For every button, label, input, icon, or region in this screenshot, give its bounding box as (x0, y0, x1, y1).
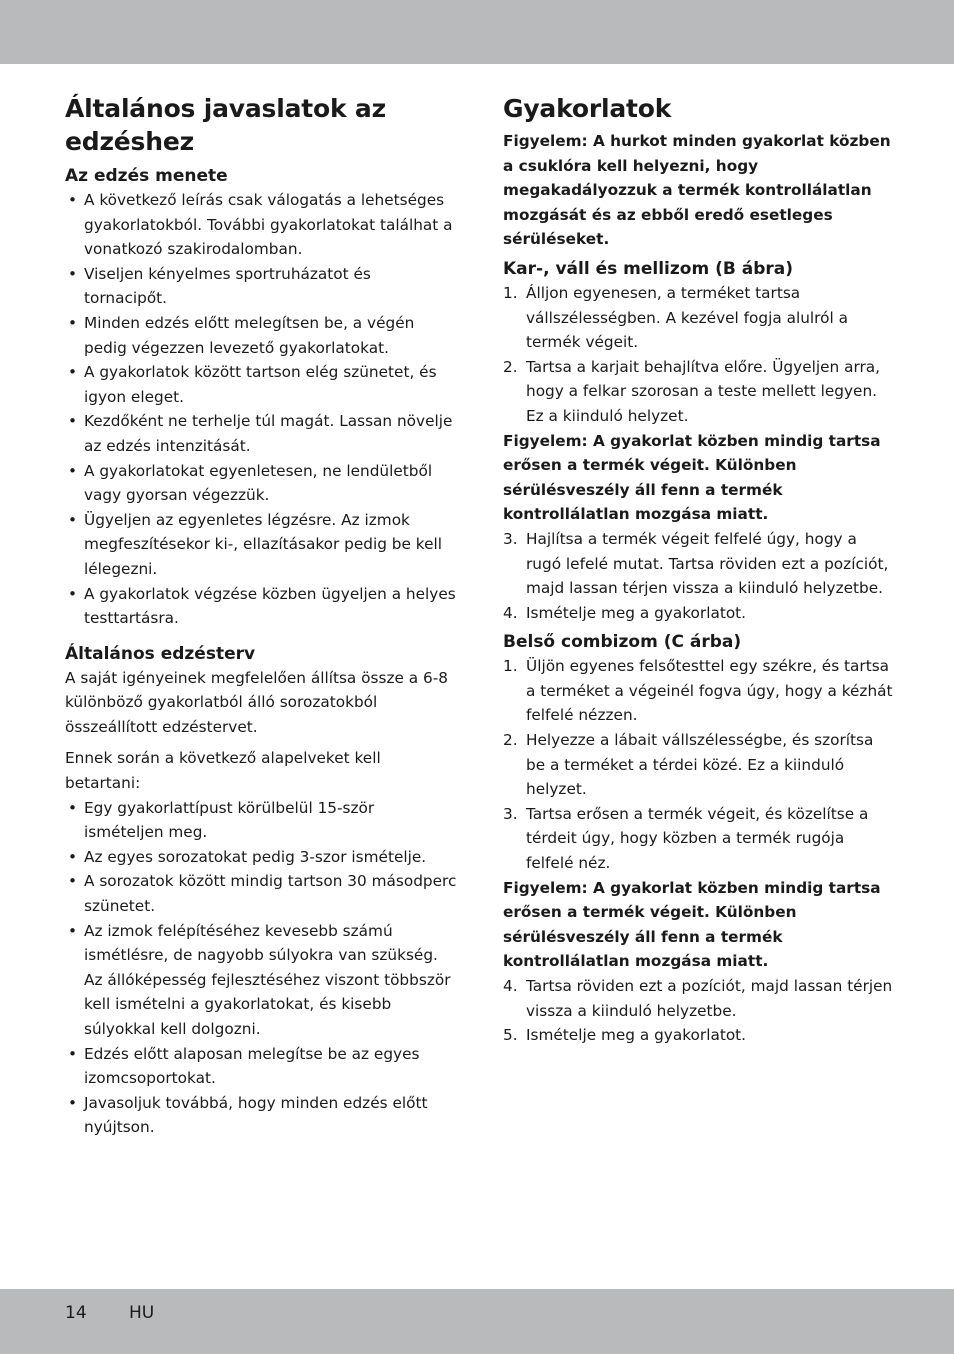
arm-shoulder-warning: Figyelem: A gyakorlat közben mindig tartsa erősen a termék végeit. Különben sérülésveszély áll fenn a termék kontrollálatlan mozgása miatt. (503, 431, 881, 524)
step-number: 3. (503, 529, 518, 548)
step-number: 3. (503, 804, 518, 823)
arm-shoulder-steps-2 (503, 527, 895, 625)
list-item (65, 919, 457, 1042)
bullet-icon: • (68, 264, 78, 283)
bullet-icon: • (68, 191, 78, 209)
step-number: 4. (503, 603, 518, 622)
step-number: 1. (503, 283, 518, 302)
training-plan-paragraph-1: A saját igényeinek megfelelően állítsa össze a 6-8 különböző gyakorlatból álló sorozatokból összeállított edzéstervet. (65, 668, 448, 736)
list-item-text: Tartsa erősen a termék végeit, és közelítse a térdeit úgy, hogy közben a termék rugója felfelé néz. (526, 804, 869, 873)
list-item-text: A gyakorlatok végzése közben ügyeljen a helyes testtartásra. (84, 584, 456, 628)
list-item-text: A gyakorlatok között tartson elég szünetet, és igyon eleget. (84, 363, 437, 406)
bullet-icon: • (68, 1044, 78, 1063)
bullet-icon: • (68, 412, 78, 431)
list-item-text: Javasoljuk továbbá, hogy minden edzés előtt nyújtson. (84, 1093, 428, 1137)
step-number: 2. (503, 357, 518, 376)
list-item (65, 845, 457, 870)
bullet-icon: • (68, 461, 78, 480)
list-item-text: A gyakorlatokat egyenletesen, ne lendületből vagy gyorsan végezzük. (84, 461, 433, 505)
section-heading-arm-shoulder: Kar-, váll és mellizom (B ábra) (503, 258, 793, 279)
list-item (65, 311, 457, 360)
page-number: 14 (65, 1303, 87, 1323)
list-item-text: A következő leírás csak válogatás a lehetséges gyakorlatokból. További gyakorlatokat találhat a vonatkozó szakirodalomban. (84, 191, 453, 259)
bullet-icon: • (68, 1093, 78, 1112)
list-item (65, 459, 457, 508)
list-item-text: Az egyes sorozatokat pedig 3-szor ismételje. (84, 847, 427, 866)
bullet-icon: • (68, 921, 78, 940)
inner-thigh-steps-1 (503, 654, 895, 875)
workout-flow-list (65, 188, 457, 631)
training-plan-paragraph-2: Ennek során a következő alapelveket kell betartani: (65, 749, 381, 793)
list-item (503, 1023, 895, 1048)
inner-thigh-steps-2 (503, 974, 895, 1048)
language-code: HU (129, 1303, 155, 1323)
bullet-icon: • (68, 313, 78, 332)
list-item-text: Ismételje meg a gyakorlatot. (526, 1026, 747, 1045)
bullet-icon: • (68, 872, 78, 891)
list-item (65, 1091, 457, 1140)
list-item-text: Viseljen kényelmes sportruházatot és tornacipőt. (84, 264, 371, 308)
list-item-text: Ügyeljen az egyenletes légzésre. Az izmok megfeszítésekor ki-, ellazításakor pedig be kell lélegezni. (84, 510, 442, 578)
list-item (503, 355, 895, 429)
list-item-text: Üljön egyenes felsőtesttel egy székre, és tartsa a terméket a végeinél fogva úgy, hogy a kézhát felfelé nézzen. (526, 657, 893, 725)
list-item (503, 527, 895, 601)
right-title: Gyakorlatok (503, 94, 672, 123)
list-item (503, 802, 895, 876)
list-item (65, 1042, 457, 1091)
list-item (65, 262, 457, 311)
list-item-text: Minden edzés előtt melegítsen be, a végén pedig végezzen levezető gyakorlatokat. (84, 313, 415, 357)
list-item (503, 728, 895, 802)
list-item (503, 654, 895, 728)
bullet-icon: • (68, 798, 78, 817)
list-item (503, 974, 895, 1023)
list-item (503, 601, 895, 626)
list-item (65, 188, 457, 262)
section-heading-workout-flow: Az edzés menete (65, 166, 228, 186)
list-item-text: Ismételje meg a gyakorlatot. (526, 603, 747, 622)
list-item (65, 409, 457, 458)
header-bar (0, 0, 954, 64)
list-item (65, 796, 457, 845)
bullet-icon: • (68, 510, 78, 529)
right-column (503, 92, 895, 1048)
list-item (503, 281, 895, 355)
step-number: 1. (503, 657, 518, 676)
list-item (65, 508, 457, 582)
list-item-text: Tartsa röviden ezt a pozíciót, majd lassan térjen vissza a kiinduló helyzetbe. (526, 977, 893, 1020)
list-item-text: Álljon egyenesen, a terméket tartsa vállszélességben. A kezével fogja alulról a termék végeit. (526, 283, 848, 352)
step-number: 5. (503, 1026, 518, 1045)
list-item-text: Az izmok felépítéséhez kevesebb számú ismétlésre, de nagyobb súlyokra van szükség. Az állóképesség fejlesztéséhez viszont többször kell ismételni a gyakorlatokat, és kisebb súlyokkal kell dolgozni. (84, 921, 451, 1038)
left-title: Általános javaslatok az edzéshez (65, 94, 386, 156)
step-number: 4. (503, 977, 518, 995)
list-item-text: Edzés előtt alaposan melegítse be az egyes izomcsoportokat. (84, 1044, 420, 1088)
section-heading-inner-thigh: Belső combizom (C árba) (503, 632, 742, 653)
list-item-text: Egy gyakorlattípust körülbelül 15-ször ismételjen meg. (84, 798, 375, 842)
bullet-icon: • (68, 847, 78, 866)
inner-thigh-warning: Figyelem: A gyakorlat közben mindig tartsa erősen a termék végeit. Különben sérülésveszély áll fenn a termék kontrollálatlan mozgása miatt. (503, 878, 881, 971)
list-item-text: A sorozatok között mindig tartson 30 másodperc szünetet. (84, 872, 457, 916)
arm-shoulder-steps-1 (503, 281, 895, 429)
bullet-icon: • (68, 584, 78, 603)
bullet-icon: • (68, 363, 78, 382)
list-item-text: Hajlítsa a termék végeit felfelé úgy, hogy a rugó lefelé mutat. Tartsa röviden ezt a pozíciót, majd lassan térjen vissza a kiinduló helyzetbe. (526, 529, 889, 598)
section-heading-training-plan: Általános edzésterv (65, 643, 256, 664)
list-item (65, 869, 457, 918)
list-item (65, 582, 457, 631)
list-item-text: Tartsa a karjait behajlítva előre. Ügyeljen arra, hogy a felkar szorosan a teste mellett legyen. Ez a kiinduló helyzet. (526, 357, 880, 425)
left-column (65, 92, 457, 1140)
list-item (65, 360, 457, 409)
list-item-text: Kezdőként ne terhelje túl magát. Lassan növelje az edzés intenzitását. (84, 412, 453, 455)
step-number: 2. (503, 731, 518, 750)
list-item-text: Helyezze a lábait vállszélességbe, és szorítsa be a terméket a térdei közé. Ez a kiinduló helyzet. (526, 731, 874, 799)
training-plan-list (65, 796, 457, 1140)
intro-warning: Figyelem: A hurkot minden gyakorlat közben a csuklóra kell helyezni, hogy megakadályozzuk a termék kontrollálatlan mozgását és az ebből eredő esetleges sérüléseket. (503, 132, 891, 249)
